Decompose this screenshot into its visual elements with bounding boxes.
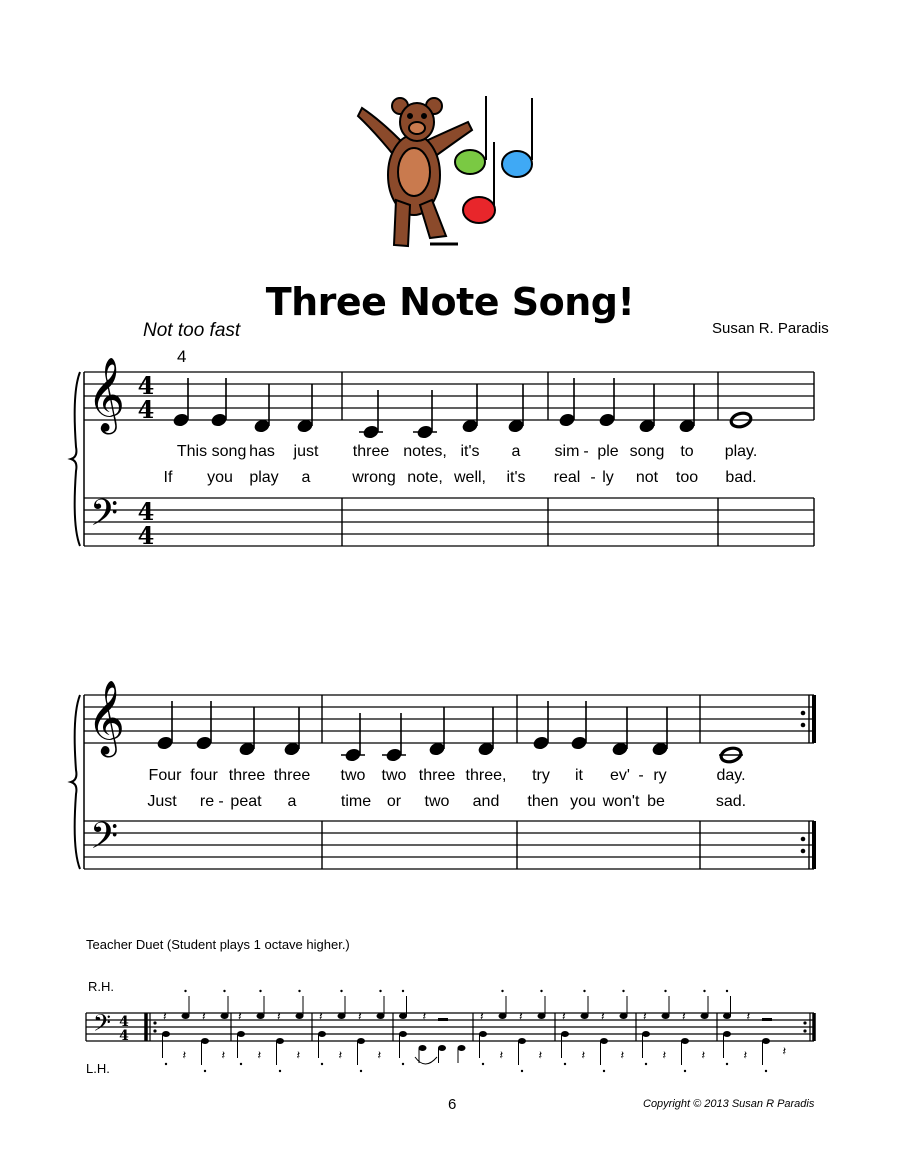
tempo-marking: Not too fast	[143, 320, 241, 341]
lyric-syllable: time	[340, 793, 372, 810]
left-hand-label: L.H.	[86, 1061, 110, 1076]
time-signature-bottom: 4	[137, 521, 155, 550]
staccato-dot	[622, 990, 624, 992]
lyric-syllable: day.	[716, 767, 746, 784]
small-note	[701, 1013, 709, 1019]
repeat-dot	[801, 723, 806, 728]
staccato-dot	[360, 1070, 362, 1072]
time-signature-top: 4	[137, 497, 155, 526]
small-note	[518, 1038, 526, 1044]
lyric-syllable: four	[190, 767, 218, 784]
staccato-dot	[204, 1070, 206, 1072]
staccato-dot	[765, 1070, 767, 1072]
rest-icon: 𝄽	[221, 1048, 226, 1062]
page-title: Three Note Song!	[265, 280, 635, 324]
small-note	[600, 1038, 608, 1044]
lyric-syllable: two	[381, 767, 407, 784]
staccato-dot	[703, 990, 705, 992]
lyric-syllable: This	[176, 443, 208, 460]
rest-icon: 𝄽	[338, 1048, 343, 1062]
staccato-dot	[279, 1070, 281, 1072]
lyric-syllable: play.	[724, 443, 758, 460]
lyric-syllable: re	[199, 793, 215, 810]
rest-icon: 𝄽	[358, 1009, 362, 1023]
lyric-syllable: ple	[597, 443, 619, 460]
lyric-syllable: Four	[148, 767, 182, 784]
page-number: 6	[448, 1096, 457, 1113]
lyric-syllable: sad.	[715, 793, 747, 810]
repeat-dot	[801, 711, 806, 716]
repeat-dot	[801, 849, 806, 854]
lyric-syllable: play	[249, 469, 279, 486]
lyric-syllable: -	[218, 793, 224, 810]
rest-icon: 𝄽	[682, 1009, 686, 1023]
lyric-syllable: or	[386, 793, 402, 810]
half-rest-icon	[762, 1018, 772, 1021]
rest-icon: 𝄽	[499, 1048, 504, 1062]
lyric-syllable: three	[228, 767, 266, 784]
small-note	[479, 1031, 487, 1037]
lyric-syllable: be	[647, 793, 665, 810]
lyric-syllable: note,	[407, 469, 443, 486]
lyric-syllable: it's	[460, 443, 480, 460]
lyric-syllable: two	[340, 767, 366, 784]
rest-icon: 𝄽	[581, 1048, 586, 1062]
brace	[71, 695, 80, 869]
rest-icon: 𝄽	[746, 1009, 751, 1023]
rest-icon: 𝄽	[163, 1009, 167, 1023]
rest-icon: 𝄽	[620, 1048, 625, 1062]
lyric-syllable: two	[424, 793, 450, 810]
small-note	[438, 1045, 446, 1051]
rest-icon: 𝄽	[319, 1009, 323, 1023]
small-note	[162, 1031, 170, 1037]
bass-clef-icon: 𝄢	[89, 492, 119, 543]
small-note	[561, 1031, 569, 1037]
staccato-dot	[726, 990, 728, 992]
small-note	[581, 1013, 589, 1019]
lyric-syllable: If	[163, 469, 173, 486]
small-note	[338, 1013, 346, 1019]
lyric-syllable: well,	[453, 469, 487, 486]
lyric-syllable: sim	[554, 443, 580, 460]
right-hand-label: R.H.	[88, 979, 114, 994]
lyric-syllable: you	[570, 793, 596, 810]
rest-icon: 𝄽	[480, 1009, 484, 1023]
lyric-syllable: Just	[147, 793, 177, 810]
rest-icon: 𝄽	[519, 1009, 523, 1023]
small-note	[296, 1013, 304, 1019]
rest-icon: 𝄽	[743, 1048, 748, 1062]
small-note	[182, 1013, 190, 1019]
staccato-dot	[240, 1063, 242, 1065]
lyric-syllable: you	[207, 469, 233, 486]
lyric-syllable: to	[680, 443, 694, 460]
small-note	[221, 1013, 229, 1019]
bass-clef-icon: 𝄢	[92, 1009, 112, 1042]
rest-icon: 𝄽	[643, 1009, 647, 1023]
staccato-dot	[223, 990, 225, 992]
staccato-dot	[583, 990, 585, 992]
small-note	[419, 1045, 427, 1051]
composer-name: Susan R. Paradis	[712, 320, 829, 337]
rest-icon: 𝄽	[782, 1044, 787, 1058]
staccato-dot	[482, 1063, 484, 1065]
small-note	[642, 1031, 650, 1037]
copyright-notice: Copyright © 2013 Susan R Paradis	[643, 1098, 815, 1110]
bass-clef-icon: 𝄢	[89, 815, 119, 866]
lyric-syllable: just	[293, 443, 319, 460]
rest-icon: 𝄽	[562, 1009, 566, 1023]
lyric-syllable: try	[532, 767, 550, 784]
lyric-syllable: bad.	[725, 469, 757, 486]
fingering-number: 4	[177, 347, 187, 366]
small-note	[399, 1031, 407, 1037]
duet-label: Teacher Duet (Student plays 1 octave higher.)	[86, 937, 350, 952]
lyric-syllable: three	[273, 767, 311, 784]
rest-icon: 𝄽	[601, 1009, 605, 1023]
staccato-dot	[184, 990, 186, 992]
lyric-syllable: notes,	[403, 443, 447, 460]
lyric-syllable: peat	[230, 793, 262, 810]
small-note	[499, 1013, 507, 1019]
time-signature-top: 4	[137, 371, 155, 400]
staccato-dot	[340, 990, 342, 992]
staccato-dot	[603, 1070, 605, 1072]
small-note	[620, 1013, 628, 1019]
rest-icon: 𝄽	[377, 1048, 382, 1062]
staccato-dot	[521, 1070, 523, 1072]
repeat-dot	[801, 837, 806, 842]
small-note	[662, 1013, 670, 1019]
teacher-duet-staff	[86, 990, 814, 1072]
rest-icon: 𝄽	[238, 1009, 242, 1023]
small-note	[237, 1031, 245, 1037]
small-note	[538, 1013, 546, 1019]
lyric-syllable: it	[575, 767, 583, 784]
small-note	[681, 1038, 689, 1044]
small-note	[201, 1038, 209, 1044]
lyric-syllable: song	[211, 443, 247, 460]
rest-icon: 𝄽	[257, 1048, 262, 1062]
small-note	[399, 1013, 407, 1019]
lyric-syllable: real	[553, 469, 581, 486]
lyric-syllable: a	[511, 443, 521, 460]
lyric-syllable: has	[249, 443, 275, 460]
lyric-syllable: a	[301, 469, 311, 486]
staccato-dot	[501, 990, 503, 992]
lyric-syllable: ry	[653, 767, 667, 784]
lyric-syllable: three	[352, 443, 390, 460]
rest-icon: 𝄽	[662, 1048, 667, 1062]
staccato-dot	[564, 1063, 566, 1065]
lyric-syllable: and	[472, 793, 500, 810]
lyric-syllable: too	[675, 469, 699, 486]
lyric-syllable: wrong	[352, 469, 396, 486]
staccato-dot	[165, 1063, 167, 1065]
repeat-dot	[153, 1029, 156, 1032]
staccato-dot	[726, 1063, 728, 1065]
lyric-syllable: song	[629, 443, 665, 460]
small-note	[723, 1031, 731, 1037]
treble-clef-icon: 𝄞	[87, 358, 125, 432]
small-note	[723, 1013, 731, 1019]
rest-icon: 𝄽	[422, 1009, 427, 1023]
staccato-dot	[645, 1063, 647, 1065]
slur	[415, 1057, 437, 1064]
lyric-syllable: not	[635, 469, 659, 486]
rest-icon: 𝄽	[296, 1048, 301, 1062]
time-signature-bottom: 4	[119, 1028, 129, 1044]
small-note	[318, 1031, 326, 1037]
staccato-dot	[664, 990, 666, 992]
small-note	[458, 1045, 466, 1051]
small-note	[276, 1038, 284, 1044]
staccato-dot	[298, 990, 300, 992]
staccato-dot	[259, 990, 261, 992]
staccato-dot	[540, 990, 542, 992]
brace	[71, 372, 80, 546]
rest-icon: 𝄽	[701, 1048, 706, 1062]
lyric-syllable: won't	[602, 793, 640, 810]
lyric-syllable: -	[638, 767, 644, 784]
lyric-syllable: -	[590, 469, 596, 486]
staccato-dot	[402, 990, 404, 992]
rest-icon: 𝄽	[182, 1048, 187, 1062]
rest-icon: 𝄽	[277, 1009, 281, 1023]
staccato-dot	[402, 1063, 404, 1065]
staccato-dot	[379, 990, 381, 992]
rest-icon: 𝄽	[538, 1048, 543, 1062]
small-note	[762, 1038, 770, 1044]
lyric-syllable: -	[583, 443, 589, 460]
treble-clef-icon: 𝄞	[87, 681, 125, 755]
repeat-dot	[803, 1021, 806, 1024]
lyric-syllable: three	[418, 767, 456, 784]
small-note	[357, 1038, 365, 1044]
small-note	[257, 1013, 265, 1019]
lyric-syllable: then	[527, 793, 559, 810]
lyric-syllable: three,	[465, 767, 507, 784]
lyric-syllable: ev'	[610, 767, 630, 784]
lyric-syllable: a	[287, 793, 297, 810]
lyric-syllable: it's	[506, 469, 526, 486]
staccato-dot	[321, 1063, 323, 1065]
repeat-dot	[153, 1021, 156, 1024]
half-rest-icon	[438, 1018, 448, 1021]
rest-icon: 𝄽	[202, 1009, 206, 1023]
time-signature-bottom: 4	[137, 395, 155, 424]
small-note	[377, 1013, 385, 1019]
lyric-syllable: ly	[602, 469, 614, 486]
repeat-dot	[803, 1029, 806, 1032]
time-signature-top: 4	[119, 1014, 129, 1030]
staccato-dot	[684, 1070, 686, 1072]
